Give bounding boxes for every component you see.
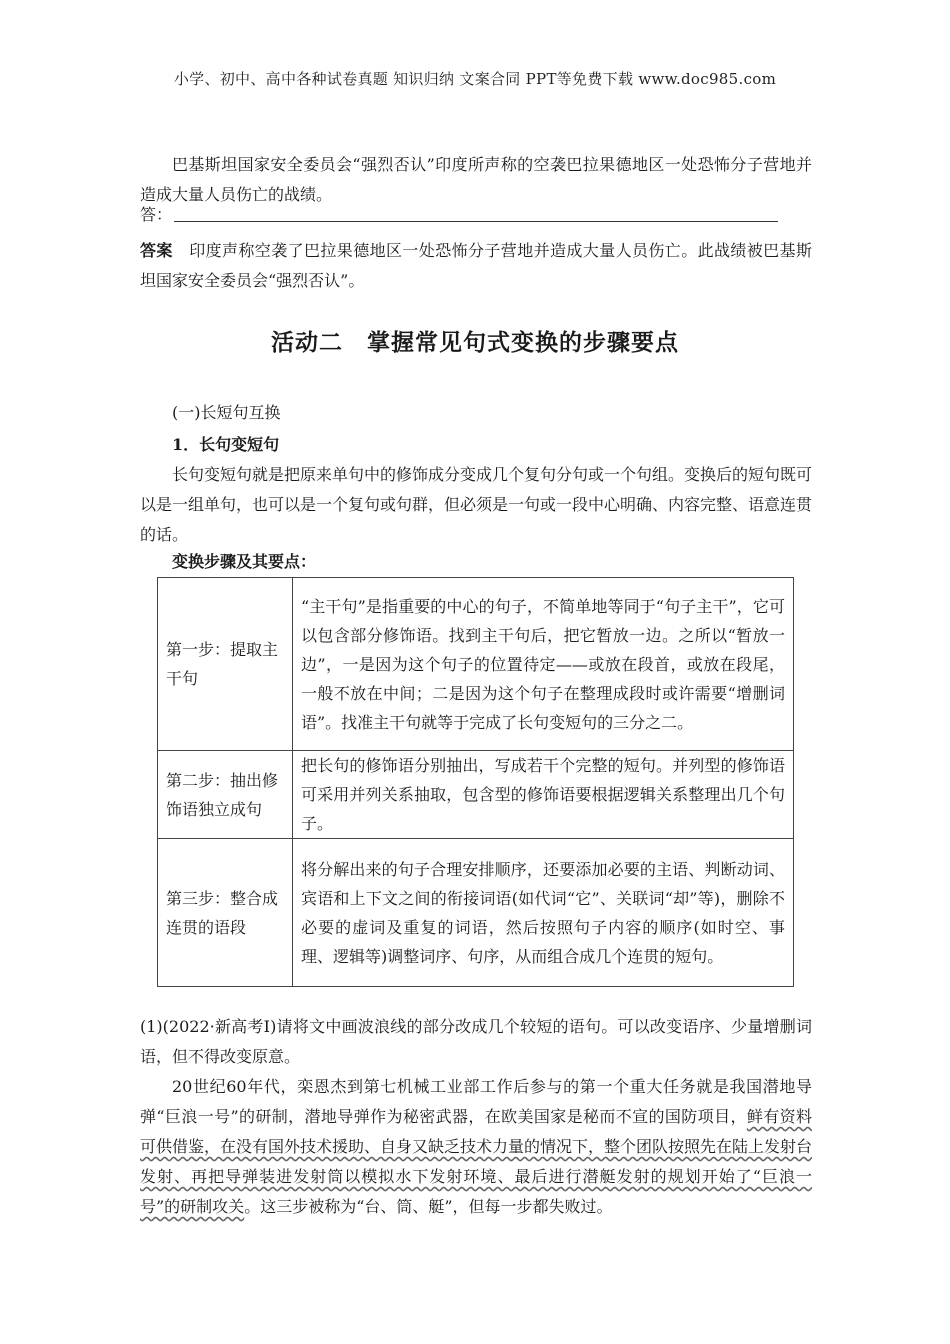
desc-cell: 将分解出来的句子合理安排顺序，还要添加必要的主语、判断动词、宾语和上下文之间的衔接词语(如代词“它”、关联词“却”等)，删除不必要的虚词及重复的词语，然后按照句子内容的顺序(如时空、事理、逻辑等)调整词序、句序，从而组合成几个连贯的短句。 bbox=[293, 839, 794, 987]
answer-underline bbox=[174, 221, 778, 222]
desc-cell: “主干句”是指重要的中心的句子，不简单地等同于“句子主干”，它可以包含部分修饰语。找到主干句后，把它暂放一边。之所以“暂放一边”，一是因为这个句子的位置待定——或放在段首，或放在段尾，一般不放在中间；二是因为这个句子在整理成段时或许需要“增删词语”。找准主干句就等于完成了长句变短句的三分之二。 bbox=[293, 578, 794, 751]
step-cell: 第一步：提取主干句 bbox=[158, 578, 293, 751]
passage-before: 20世纪60年代，栾恩杰到第七机械工业部工作后参与的第一个重大任务就是我国潜地导弹“巨浪一号”的研制，潜地导弹作为秘密武器，在欧美国家是秘而不宣的国防项目， bbox=[140, 1077, 812, 1126]
table-row bbox=[158, 839, 794, 987]
activity-title: 活动二 掌握常见句式变换的步骤要点 bbox=[271, 329, 679, 356]
item-title: 1．长句变短句 bbox=[172, 435, 280, 454]
section-intro: 长句变短句就是把原来单句中的修饰成分变成几个复句分句或一个句组。变换后的短句既可以是一组单句，也可以是一个复句或句群，但必须是一句或一段中心明确、内容完整、语意连贯的话。 bbox=[140, 465, 813, 544]
page-header: 小学、初中、高中各种试卷真题 知识归纳 文案合同 PPT等免费下载 www.doc985.com bbox=[173, 70, 777, 88]
step-cell: 第三步：整合成连贯的语段 bbox=[158, 839, 293, 987]
table-row bbox=[158, 578, 794, 751]
desc-cell: 把长句的修饰语分别抽出，写成若干个完整的短句。并列型的修饰语可采用并列关系抽取，包含型的修饰语要根据逻辑关系整理出几个句子。 bbox=[293, 751, 794, 839]
answer-blank bbox=[140, 200, 780, 230]
passage-after: 。这三步被称为“台、筒、艇”，但每一步都失败过。 bbox=[244, 1197, 613, 1216]
exercise-sentence: 巴基斯坦国家安全委员会“强烈否认”印度所声称的空袭巴拉果德地区一处恐怖分子营地并造成大量人员伤亡的战绩。 bbox=[140, 155, 812, 204]
steps-title: 变换步骤及其要点： bbox=[172, 552, 317, 571]
section-subtitle: (一)长短句互换 bbox=[172, 403, 281, 422]
answer-label: 答案 bbox=[140, 241, 173, 260]
answer-text: 印度声称空袭了巴拉果德地区一处恐怖分子营地并造成大量人员伤亡。此战绩被巴基斯坦国家安全委员会“强烈否认”。 bbox=[140, 241, 812, 290]
passage-wavy: 鲜有资料可供借鉴，在没有国外技术援助、自身又缺乏技术力量的情况下，整个团队按照先在陆上发射台发射、再把导弹装进发射筒以模拟水下发射环境、最后进行潜艇发射的规划开始了“巨浪一号”的研制攻关 bbox=[140, 1107, 813, 1216]
question-prompt: (1)(2022·新高考Ⅰ)请将文中画波浪线的部分改成几个较短的语句。可以改变语序、少量增删词语，但不得改变原意。 bbox=[140, 1017, 812, 1066]
steps-table bbox=[157, 577, 794, 987]
question-passage bbox=[140, 1072, 812, 1222]
table-row bbox=[158, 751, 794, 839]
answer-paragraph bbox=[140, 236, 812, 296]
answer-prefix: 答： bbox=[140, 205, 173, 224]
step-cell: 第二步：抽出修饰语独立成句 bbox=[158, 751, 293, 839]
